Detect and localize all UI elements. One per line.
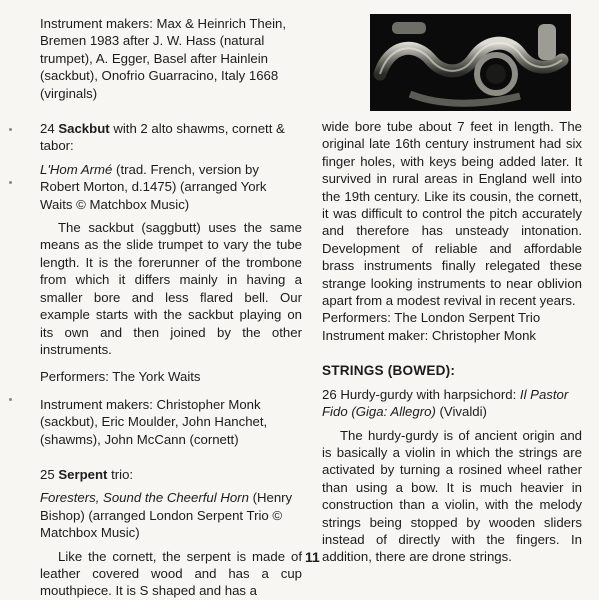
track-24-work-credits: (trad. French, version by Robert Morton, d.1475) (arranged York Waits © Matchbox Music): [40, 161, 267, 212]
margin-mark: [9, 181, 12, 184]
instrument-makers-previous: Instrument makers: Max & Heinrich Thein, Bremen 1983 after J. W. Hass (natural trumpet), A. Egger, Basel after Hainlein (sackbut), Onofrio Guarracino, Italy 1668 (virginals): [40, 16, 287, 101]
track-25-work-title: Foresters, Sound the Cheerful Horn: [40, 490, 249, 506]
track-25-instrument-maker: Instrument maker: Christopher Monk: [322, 327, 537, 343]
margin-mark: [9, 398, 12, 401]
track-25-instrument: Serpent: [58, 466, 108, 482]
track-25-work: [40, 489, 302, 541]
track-25-number: 25: [40, 466, 59, 482]
track-26-composer: (Vivaldi): [435, 404, 487, 420]
track-24-description: The sackbut (saggbutt) uses the same means as the slide trumpet to vary the tube length. It is the forerunner of the trombone from which it differs mainly in having a smaller bore and less flared bell. Our example starts with the sackbut playing on its own and then joined by the other instruments.: [40, 220, 302, 357]
track-26-description: The hurdy-gurdy is of ancient origin and is basically a violin in which the strings are activated by turning a rosined wheel rather than using a bow. It is much heavier in construction than a violin, with the melody strings being stopped by wooden sliders instead of directly with the fingers. In addition, there are drone strings.: [322, 427, 582, 565]
track-24-heading: [40, 120, 302, 155]
section-heading-strings-bowed: STRINGS (BOWED):: [322, 363, 456, 379]
left-column: [40, 15, 302, 600]
track-24-instrument: Sackbut: [58, 121, 110, 137]
track-26-heading: [322, 386, 582, 421]
track-24-number: 24: [40, 121, 59, 137]
track-25-work-credits: (Henry Bishop) (arranged London Serpent Trio © Matchbox Music): [40, 490, 293, 541]
track-25-description: Like the cornett, the serpent is made of leather covered wood and has a cup mouthpiece. It is S shaped and has a: [40, 548, 302, 599]
track-24-instrument-makers: Instrument makers: Christopher Monk (sackbut), Eric Moulder, John Hanchet, (shawms), John McCann (cornett): [40, 396, 268, 447]
track-26-prefix: 26 Hurdy-gurdy with harpsichord:: [322, 386, 520, 402]
track-24-ensemble: with 2 alto shawms, cornett & tabor:: [40, 121, 285, 154]
track-25-performers: Performers: The London Serpent Trio: [322, 310, 541, 326]
track-24-work: [40, 161, 302, 213]
track-25-ensemble: trio:: [107, 466, 134, 482]
track-26-work-title: Il Pastor Fido (Giga: Allegro): [322, 386, 569, 420]
margin-mark: [9, 128, 12, 131]
right-column: [322, 118, 582, 566]
track-24-performers: Performers: The York Waits: [40, 369, 201, 385]
serpent-image: [370, 14, 571, 111]
track-24-work-title: L'Hom Armé: [40, 161, 113, 177]
serpent-photo: [370, 14, 571, 111]
track-25-description-continued: wide bore tube about 7 feet in length. The original late 16th century instrument had six finger holes, with keys being added later. It survived in rural areas in England well into the 19th century. Like its cousin, the cornett, it was difficult to control the pitch accurately and therefore has unsteady intonation. Development of reliable and affordable brass instruments finally relegated these strange looking instruments to near oblivion apart from a modest revival in recent years.: [322, 119, 582, 309]
page-number: 11: [305, 549, 320, 565]
track-25-heading: [40, 466, 302, 483]
